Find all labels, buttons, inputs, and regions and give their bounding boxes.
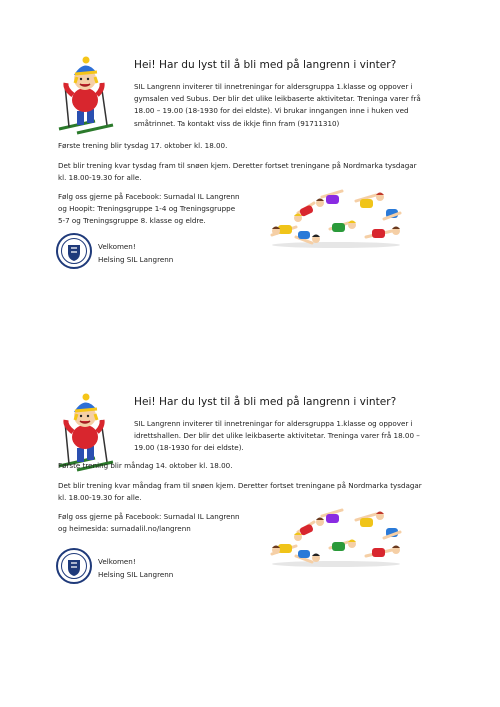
follow-line: og Hoopit: Treningsgruppe 1-4 og Treningsgruppe	[58, 204, 236, 214]
signature-block	[98, 241, 173, 266]
follow-paragraph	[58, 511, 258, 535]
club-logo-icon	[56, 233, 92, 269]
weekly-training-paragraph	[58, 480, 458, 504]
flyer-heading: Hei! Har du lyst til å bli med på langrenn i vinter?	[134, 396, 397, 408]
weekly-line: Det blir trening kvar måndag fram til snøen kjem. Deretter fortset treningane på Nordmarka tysdagar	[58, 481, 422, 490]
first-training-text: Første trening blir tysdag 17. oktober kl. 18.00.	[58, 141, 228, 150]
intro-line: idrettshallen. Der blir det ulike leikbaserte aktivitetar. Treninga varer frå 18.00 –	[134, 431, 420, 441]
first-training-text: Første trening blir måndag 14. oktober kl. 18.00.	[58, 461, 233, 470]
flyer-heading: Hei! Har du lyst til å bli med på langrenn i vinter?	[134, 59, 397, 71]
follow-line: 5-7 og Treningsgruppe 8. klasse og eldre.	[58, 216, 206, 226]
flyer-2	[0, 382, 500, 682]
intro-line: gymsalen ved Subus. Der blir det ulike leikbaserte aktivitetar. Treninga varer frå	[134, 94, 421, 104]
welcome-text: Velkomen!	[98, 557, 136, 566]
intro-line: 19.00 (18-1930 for dei eldste).	[134, 443, 244, 453]
greeting-text: Helsing SIL Langrenn	[98, 254, 174, 264]
follow-line: Følg oss gjerne på Facebook: Surnadal IL Langrenn	[58, 192, 240, 201]
intro-paragraph	[134, 81, 452, 130]
intro-line: SIL Langrenn inviterer til innetreningar for aldersgruppa 1.klasse og oppover i	[134, 82, 413, 91]
follow-paragraph	[58, 191, 258, 228]
follow-line: og heimesida: surnadalil.no/langrenn	[58, 524, 191, 534]
welcome-text: Velkomen!	[98, 242, 136, 251]
skier-mascot-icon	[55, 55, 117, 135]
club-logo-icon	[56, 548, 92, 584]
kids-exercising-illustration	[268, 187, 404, 249]
kids-exercising-illustration	[268, 506, 404, 568]
weekly-line: kl. 18.00-19.30 for alle.	[58, 493, 142, 503]
intro-line: 18.00 – 19.00 (18-1930 for dei eldste). Vi brukar inngangen inne i huken ved	[134, 106, 409, 116]
weekly-training-paragraph	[58, 160, 458, 184]
intro-line: småtrinnet. Ta kontakt viss de ikkje finn fram (91711310)	[134, 118, 340, 128]
weekly-line: Det blir trening kvar tysdag fram til snøen kjem. Deretter fortset treningane på Nordmarka tysdagar	[58, 161, 417, 170]
flyer-1	[0, 45, 500, 345]
follow-line: Følg oss gjerne på Facebook: Surnadal IL Langrenn	[58, 512, 240, 521]
greeting-text: Helsing SIL Langrenn	[98, 569, 174, 579]
weekly-line: kl. 18.00-19.30 for alle.	[58, 173, 142, 183]
intro-paragraph	[134, 418, 452, 455]
intro-line: SIL Langrenn inviterer til innetreningar for aldersgruppa 1.klasse og oppover i	[134, 419, 413, 428]
signature-block	[98, 556, 173, 581]
